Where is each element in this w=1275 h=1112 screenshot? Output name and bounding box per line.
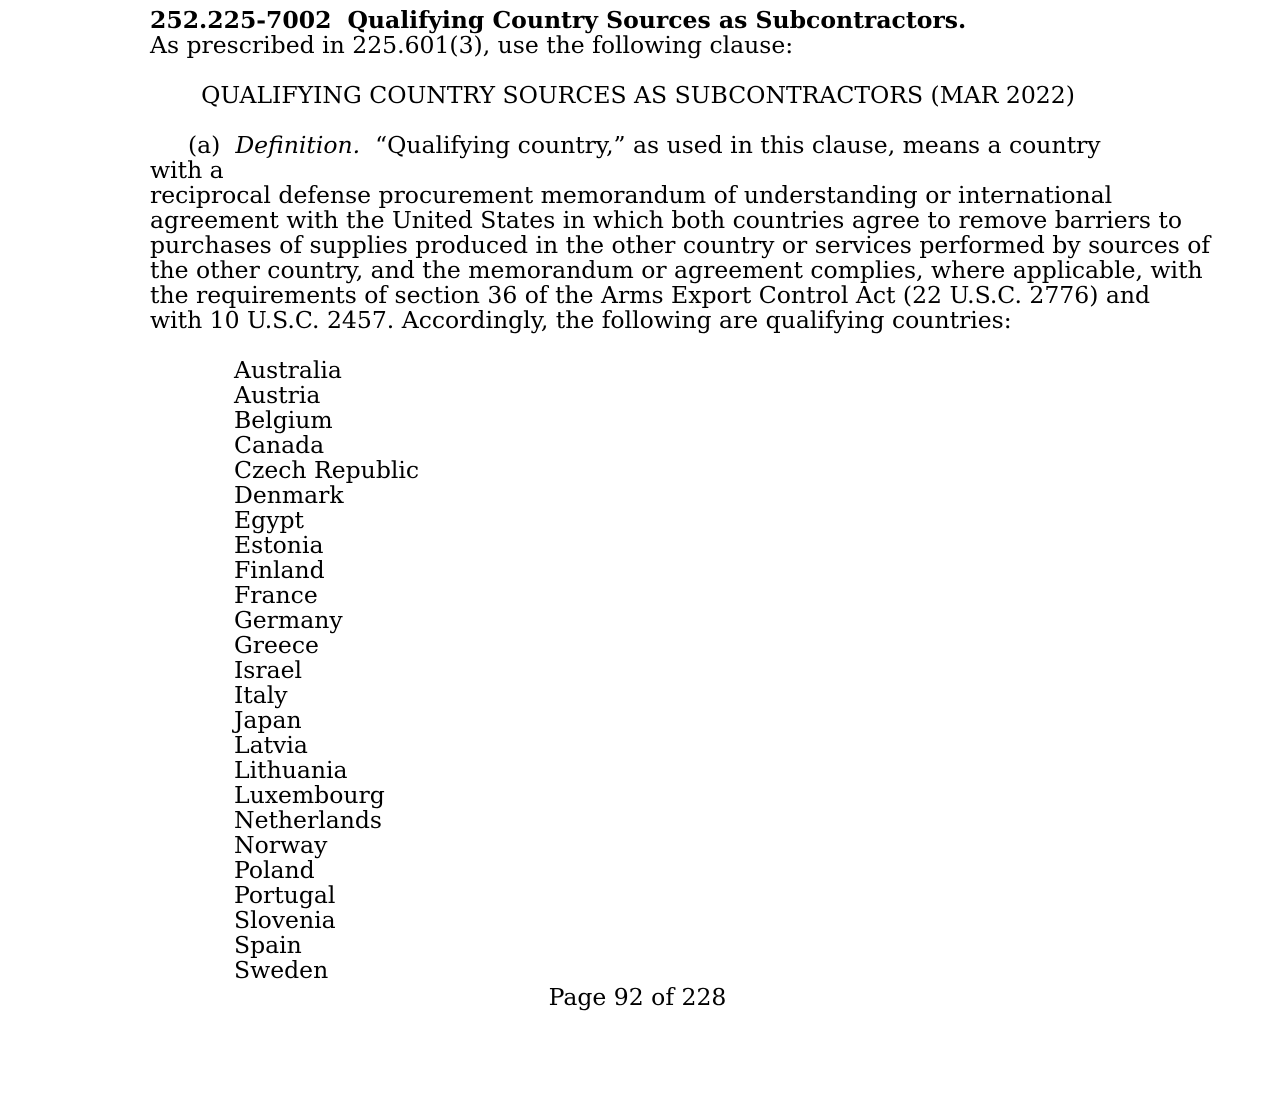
paragraph-line: with 10 U.S.C. 2457. Accordingly, the following are qualifying countries: (150, 306, 1012, 334)
list-item: Netherlands (234, 806, 382, 834)
paragraph-a (150, 131, 1211, 334)
list-item: Estonia (234, 531, 324, 559)
list-item: Austria (234, 381, 321, 409)
list-item: Luxembourg (234, 781, 385, 809)
paragraph-line: “Qualifying country,” as used in this clause, means a country with a (150, 131, 1101, 184)
list-item: Italy (234, 681, 288, 709)
list-item: Denmark (234, 481, 344, 509)
paragraph-line: agreement with the United States in which both countries agree to remove barriers to (150, 206, 1182, 234)
list-item: Egypt (234, 506, 304, 534)
list-item: Norway (234, 831, 328, 859)
list-item: Belgium (234, 406, 333, 434)
section-heading (150, 8, 1130, 33)
list-item: Lithuania (234, 756, 348, 784)
list-item: Germany (234, 606, 343, 634)
qualifying-country-list (234, 358, 1130, 983)
list-item: Sweden (234, 956, 329, 984)
document-page (150, 6, 1211, 984)
list-item: Finland (234, 556, 325, 584)
paragraph-line: the requirements of section 36 of the Arms Export Control Act (22 U.S.C. 2776) and (150, 281, 1151, 309)
prescription-text: As prescribed in 225.601(3), use the following clause: (150, 31, 794, 59)
list-item: Greece (234, 631, 319, 659)
list-item: Canada (234, 431, 325, 459)
list-item: Poland (234, 856, 315, 884)
paragraph-line: reciprocal defense procurement memorandum of understanding or international (150, 181, 1113, 209)
list-item: Spain (234, 931, 302, 959)
section-number: 252.225-7002 (150, 6, 332, 34)
list-item: Israel (234, 656, 303, 684)
paragraph-line: purchases of supplies produced in the other country or services performed by sources of (150, 231, 1211, 259)
list-item: France (234, 581, 318, 609)
definition-term: Definition. (235, 131, 361, 159)
paragraph-line: the other country, and the memorandum or agreement complies, where applicable, with (150, 256, 1203, 284)
page-number: Page 92 of 228 (548, 983, 727, 1011)
list-item: Czech Republic (234, 456, 420, 484)
list-item: Latvia (234, 731, 308, 759)
section-title: Qualifying Country Sources as Subcontractors. (347, 6, 967, 34)
list-item: Slovenia (234, 906, 336, 934)
paragraph-marker: (a) (188, 131, 221, 159)
clause-title: QUALIFYING COUNTRY SOURCES AS SUBCONTRACTORS (MAR 2022) (201, 81, 1075, 109)
list-item: Japan (234, 706, 302, 734)
list-item: Australia (234, 356, 342, 384)
list-item: Portugal (234, 881, 336, 909)
